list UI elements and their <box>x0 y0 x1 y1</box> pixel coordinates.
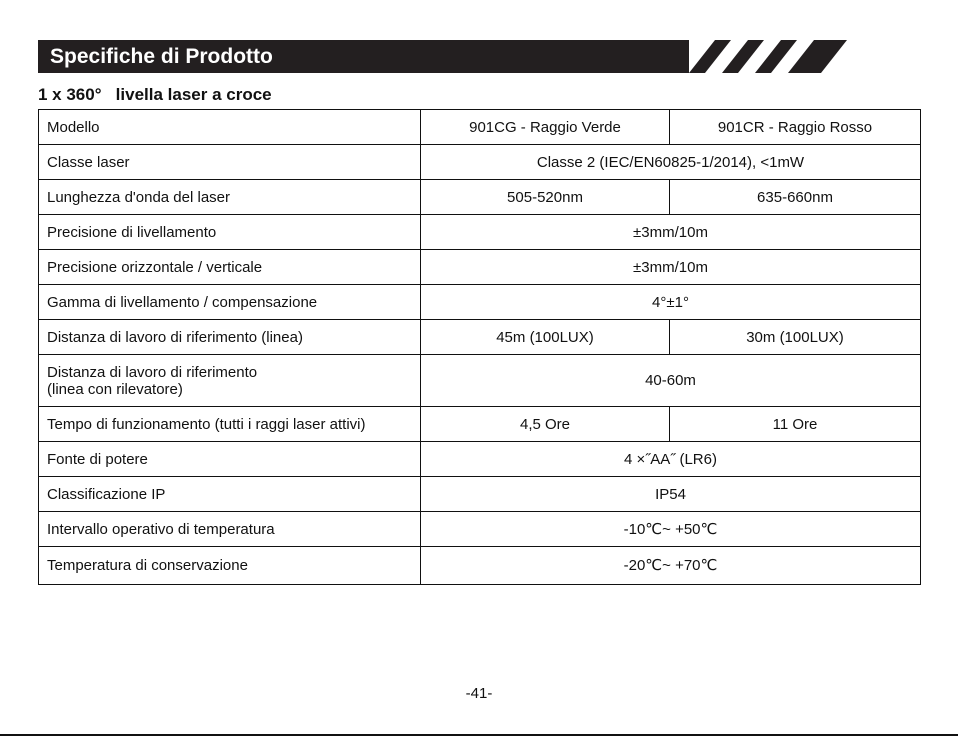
spec-value: Classe 2 (IEC/EN60825-1/2014), <1mW <box>421 145 921 180</box>
spec-label: Gamma di livellamento / compensazione <box>39 285 421 320</box>
spec-label <box>39 355 421 407</box>
spec-value: 901CR - Raggio Rosso <box>670 110 921 145</box>
spec-label-line: Distanza di lavoro di riferimento <box>47 363 258 381</box>
spec-label: Modello <box>39 110 421 145</box>
spec-value: 11 Ore <box>670 407 921 442</box>
table-row <box>39 250 921 285</box>
spec-value: IP54 <box>421 477 921 512</box>
table-row <box>39 355 921 407</box>
page-number: -41- <box>465 685 493 702</box>
spec-value: -10℃~ +50℃ <box>421 512 921 547</box>
table-row <box>39 285 921 320</box>
table-row <box>39 407 921 442</box>
bottom-rule <box>0 734 958 736</box>
spec-value: 635-660nm <box>670 180 921 215</box>
spec-value: -20℃~ +70℃ <box>421 547 921 585</box>
section-header <box>38 40 689 73</box>
table-row <box>39 477 921 512</box>
spec-label: Fonte di potere <box>39 442 421 477</box>
table-row <box>39 320 921 355</box>
spec-label: Precisione orizzontale / verticale <box>39 250 421 285</box>
table-row <box>39 110 921 145</box>
table-row <box>39 215 921 250</box>
spec-label: Classificazione IP <box>39 477 421 512</box>
table-row <box>39 442 921 477</box>
table-row <box>39 512 921 547</box>
spec-table <box>38 109 921 585</box>
spec-value: 4,5 Ore <box>421 407 670 442</box>
spec-label: Lunghezza d'onda del laser <box>39 180 421 215</box>
section-title: Specifiche di Prodotto <box>50 45 273 68</box>
spec-label: Classe laser <box>39 145 421 180</box>
spec-label: Distanza di lavoro di riferimento (linea) <box>39 320 421 355</box>
table-row <box>39 145 921 180</box>
spec-label: Tempo di funzionamento (tutti i raggi laser attivi) <box>39 407 421 442</box>
decorative-stripes <box>689 40 849 73</box>
table-row <box>39 180 921 215</box>
spec-value: 30m (100LUX) <box>670 320 921 355</box>
spec-label-line: (linea con rilevatore) <box>47 380 183 398</box>
spec-value: 45m (100LUX) <box>421 320 670 355</box>
spec-label: Temperatura di conservazione <box>39 547 421 585</box>
spec-label: Precisione di livellamento <box>39 215 421 250</box>
spec-value: 4 ×˝AA˝ (LR6) <box>421 442 921 477</box>
spec-label: Intervallo operativo di temperatura <box>39 512 421 547</box>
spec-value: ±3mm/10m <box>421 215 921 250</box>
spec-value: 4°±1° <box>421 285 921 320</box>
spec-value: 40-60m <box>421 355 921 407</box>
spec-value: ±3mm/10m <box>421 250 921 285</box>
spec-value: 901CG - Raggio Verde <box>421 110 670 145</box>
product-subtitle: 1 x 360° livella laser a croce <box>38 85 272 104</box>
spec-value: 505-520nm <box>421 180 670 215</box>
table-row <box>39 547 921 585</box>
